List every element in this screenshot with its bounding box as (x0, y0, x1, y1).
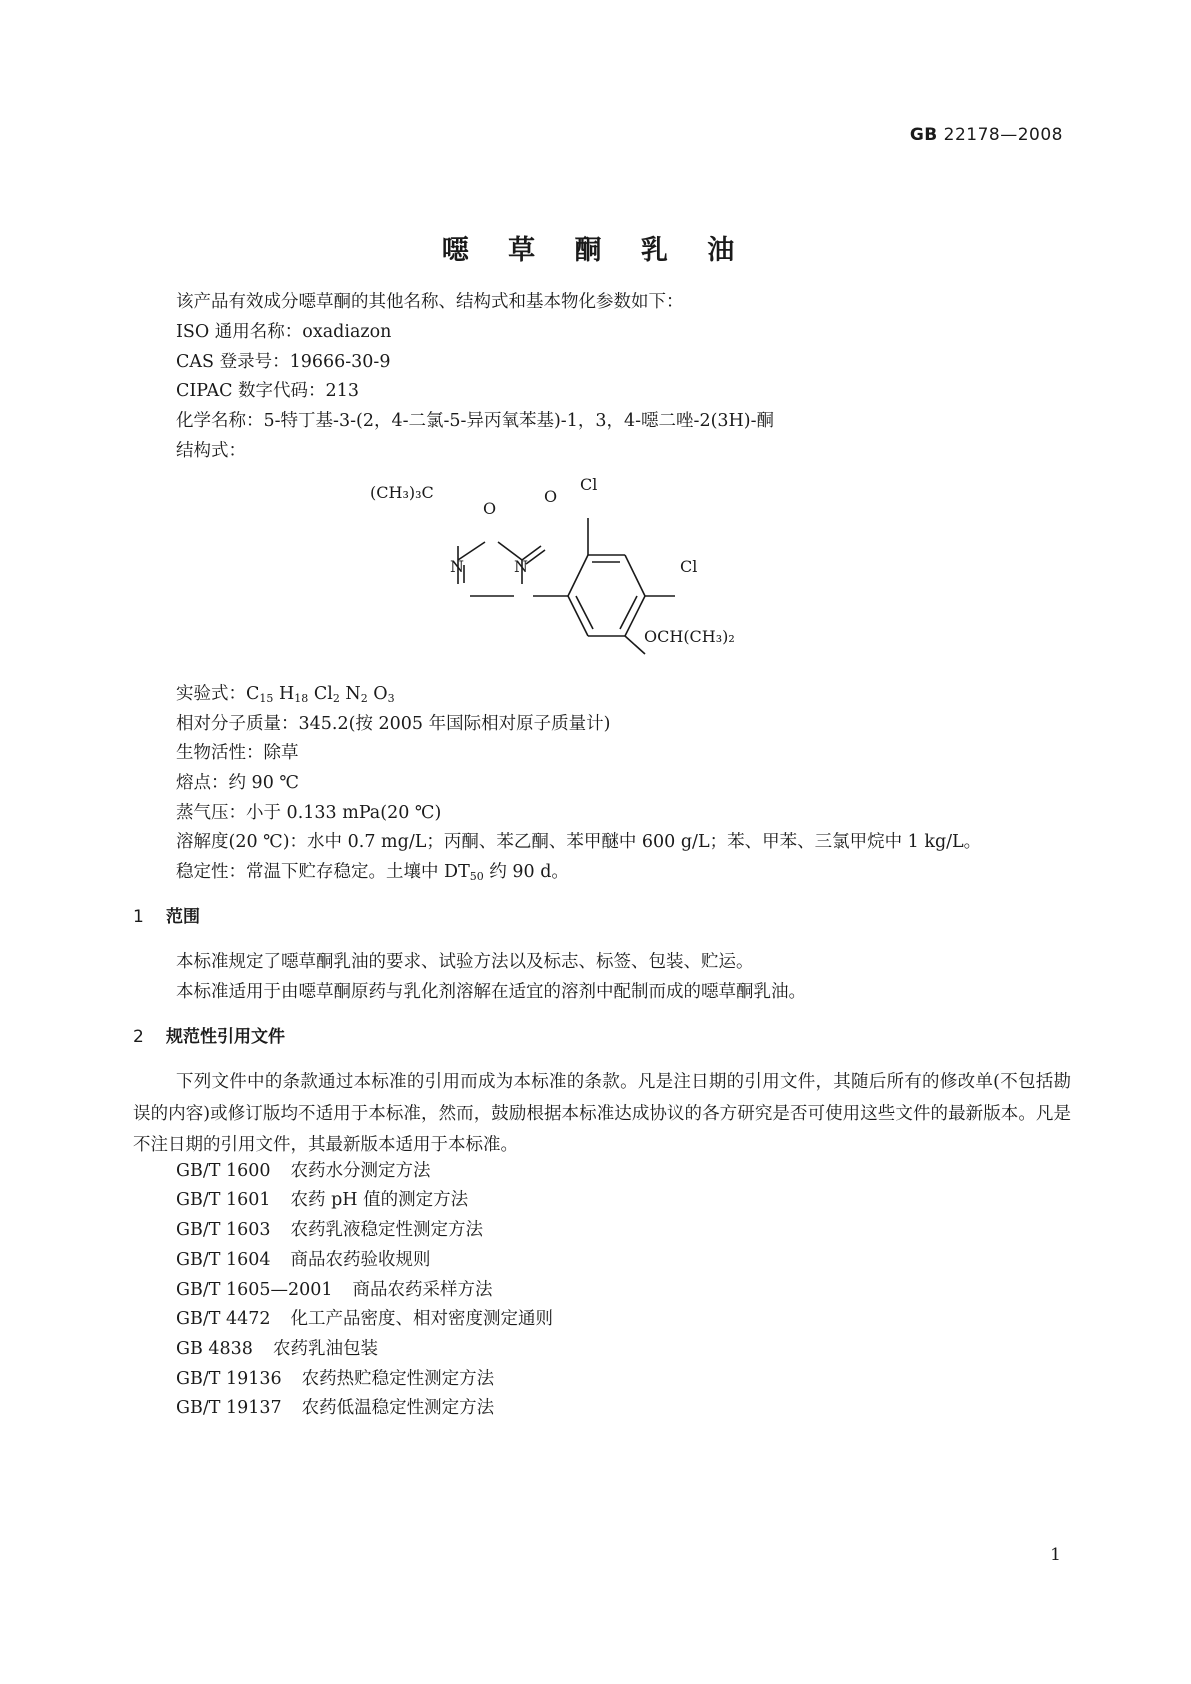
intro-lead: 该产品有效成分噁草酮的其他名称、结构式和基本物化参数如下： (176, 292, 684, 312)
reference-title: 商品农药验收规则 (290, 1250, 431, 1270)
standard-code-number: 22178—2008 (943, 125, 1063, 145)
tbutyl-group: (CH₃)₃C (370, 483, 434, 502)
reference-title: 化工产品密度、相对密度测定通则 (290, 1309, 554, 1329)
section-1-number: 1 (133, 907, 144, 927)
reference-item (176, 1397, 494, 1419)
section-1-title: 范围 (166, 907, 200, 927)
standard-code (910, 125, 1063, 145)
reference-code: GB/T 4472 (176, 1309, 271, 1329)
chlorine-right: Cl (680, 557, 698, 576)
reference-item (176, 1249, 431, 1271)
reference-item (176, 1368, 494, 1390)
cipac-code: CIPAC 数字代码：213 (176, 381, 359, 401)
vapor-pressure: 蒸气压：小于 0.133 mPa(20 ℃) (176, 803, 442, 823)
section-1-paragraph-1: 本标准规定了噁草酮乳油的要求、试验方法以及标志、标签、包装、贮运。 (176, 952, 754, 972)
chlorine-top: Cl (580, 475, 598, 494)
structural-formula (370, 475, 735, 703)
cas-number: CAS 登录号：19666-30-9 (176, 352, 391, 372)
reference-item (176, 1338, 378, 1360)
section-2-heading (133, 1026, 285, 1048)
standard-code-prefix: GB (909, 125, 938, 145)
molar-mass: 相对分子质量：345.2(按 2005 年国际相对原子质量计) (176, 714, 611, 734)
reference-code: GB/T 1600 (176, 1161, 271, 1181)
reference-code: GB 4838 (176, 1339, 253, 1359)
section-2-number: 2 (133, 1027, 144, 1047)
chemical-name: 化学名称：5-特丁基-3-(2，4-二氯-5-异丙氧苯基)-1，3，4-噁二唑-2(3H)-酮 (176, 411, 775, 431)
biological-activity: 生物活性：除草 (176, 743, 299, 763)
carbonyl-oxygen: O (544, 487, 558, 506)
reference-item (176, 1308, 553, 1330)
reference-item (176, 1160, 431, 1182)
reference-item (176, 1279, 493, 1301)
reference-title: 农药低温稳定性测定方法 (301, 1398, 495, 1418)
ring-oxygen: O (483, 499, 497, 518)
melting-point: 熔点：约 90 ℃ (176, 773, 299, 793)
isopropoxy-group: OCH(CH₃)₂ (644, 627, 735, 646)
empirical-formula: 实验式：$C_{15}$ $H_{18}$ $Cl_2$ $N_2$ $O_3$ (176, 684, 395, 705)
stability: 稳定性：常温下贮存稳定。土壤中 $DT_{50}$ 约 90 d。 (176, 862, 569, 883)
reference-title: 商品农药采样方法 (352, 1280, 493, 1300)
ring-nitrogen-left: N (450, 557, 464, 576)
structure-bonds (458, 518, 675, 654)
reference-title: 农药水分测定方法 (290, 1161, 431, 1181)
solubility: 溶解度(20 ℃)：水中 0.7 mg/L；丙酮、苯乙酮、苯甲醚中 600 g/L；苯、甲苯、三氯甲烷中 1 kg/L。 (176, 832, 982, 852)
reference-title: 农药乳液稳定性测定方法 (290, 1220, 484, 1240)
reference-code: GB/T 1604 (176, 1250, 271, 1270)
section-2-paragraph: 下列文件中的条款通过本标准的引用而成为本标准的条款。凡是注日期的引用文件，其随后所有的修改单(不包括勘误的内容)或修订版均不适用于本标准，然而，鼓励根据本标准达成协议的各方研究是否可使用这些文件的最新版本。凡是不注日期的引用文件，其最新版本适用于本标准。 (133, 1072, 1071, 1155)
reference-code: GB/T 1605—2001 (176, 1280, 333, 1300)
reference-code: GB/T 19137 (176, 1398, 282, 1418)
reference-code: GB/T 1603 (176, 1220, 271, 1240)
page-number: 1 (1050, 1545, 1061, 1565)
reference-item (176, 1189, 468, 1211)
document-title: 噁 草 酮 乳 油 (441, 235, 750, 266)
section-1-heading (133, 906, 200, 928)
reference-title: 农药乳油包装 (272, 1339, 378, 1359)
reference-title: 农药 pH 值的测定方法 (290, 1190, 469, 1210)
iso-name: ISO 通用名称：oxadiazon (176, 322, 392, 342)
structure-label: 结构式： (176, 441, 246, 461)
reference-code: GB/T 1601 (176, 1190, 271, 1210)
reference-title: 农药热贮稳定性测定方法 (301, 1369, 495, 1389)
section-2-title: 规范性引用文件 (166, 1027, 285, 1047)
reference-code: GB/T 19136 (176, 1369, 282, 1389)
section-1-paragraph-2: 本标准适用于由噁草酮原药与乳化剂溶解在适宜的溶剂中配制而成的噁草酮乳油。 (176, 982, 806, 1002)
reference-item (176, 1219, 483, 1241)
ring-nitrogen-right: N (514, 557, 528, 576)
